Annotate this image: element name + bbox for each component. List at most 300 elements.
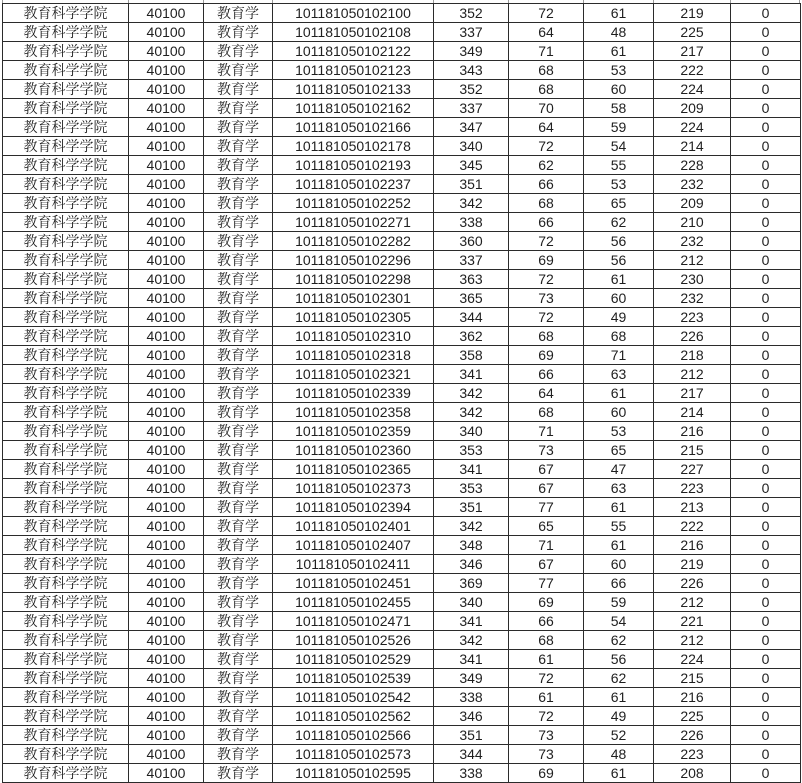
cell-candidate-id: 101181050102122	[273, 42, 434, 61]
cell-total-score: 358	[434, 346, 509, 365]
cell-score-3: 214	[654, 137, 731, 156]
cell-score-2: 61	[584, 498, 654, 517]
cell-major-code: 40100	[129, 80, 204, 99]
cell-major-code: 40100	[129, 479, 204, 498]
cell-college: 教育科学学院	[3, 555, 129, 574]
cell-college: 教育科学学院	[3, 365, 129, 384]
cell-total-score: 363	[434, 270, 509, 289]
cell-college: 教育科学学院	[3, 593, 129, 612]
cell-major-code: 40100	[129, 308, 204, 327]
cell-total-score: 337	[434, 99, 509, 118]
cell-score-1: 68	[509, 194, 584, 213]
cell-score-3: 222	[654, 517, 731, 536]
cell-score-1: 61	[509, 650, 584, 669]
table-row	[3, 61, 801, 80]
cell-major-code: 40100	[129, 764, 204, 783]
cell-score-2: 54	[584, 612, 654, 631]
cell-major-code: 40100	[129, 574, 204, 593]
cell-score-3: 224	[654, 118, 731, 137]
cell-major-code: 40100	[129, 517, 204, 536]
cell-major-name: 教育学	[204, 23, 273, 42]
cell-candidate-id: 101181050102310	[273, 327, 434, 346]
cell-total-score: 342	[434, 631, 509, 650]
cell-total-score: 369	[434, 574, 509, 593]
cell-major-code: 40100	[129, 460, 204, 479]
cell-score-3: 209	[654, 99, 731, 118]
score-table	[2, 3, 801, 783]
cell-major-name: 教育学	[204, 593, 273, 612]
table-row	[3, 745, 801, 764]
cell-bonus: 0	[731, 99, 801, 118]
cell-score-2: 49	[584, 707, 654, 726]
cell-score-1: 72	[509, 308, 584, 327]
cell-major-name: 教育学	[204, 365, 273, 384]
cell-total-score: 353	[434, 479, 509, 498]
cell-total-score: 342	[434, 384, 509, 403]
cell-score-2: 53	[584, 61, 654, 80]
cell-major-code: 40100	[129, 441, 204, 460]
cell-college: 教育科学学院	[3, 764, 129, 783]
table-row	[3, 175, 801, 194]
cell-college: 教育科学学院	[3, 688, 129, 707]
cell-total-score: 362	[434, 327, 509, 346]
cell-score-2: 54	[584, 137, 654, 156]
cell-score-2: 66	[584, 574, 654, 593]
cell-total-score: 340	[434, 137, 509, 156]
cell-bonus: 0	[731, 422, 801, 441]
cell-score-1: 67	[509, 479, 584, 498]
table-row	[3, 213, 801, 232]
cell-candidate-id: 101181050102562	[273, 707, 434, 726]
cell-bonus: 0	[731, 118, 801, 137]
cell-total-score: 340	[434, 593, 509, 612]
cell-bonus: 0	[731, 688, 801, 707]
table-row	[3, 669, 801, 688]
cell-score-2: 71	[584, 346, 654, 365]
cell-score-1: 73	[509, 726, 584, 745]
cell-major-name: 教育学	[204, 764, 273, 783]
cell-candidate-id: 101181050102108	[273, 23, 434, 42]
cell-bonus: 0	[731, 61, 801, 80]
table-row	[3, 631, 801, 650]
cell-bonus: 0	[731, 194, 801, 213]
cell-score-3: 212	[654, 365, 731, 384]
cell-score-2: 56	[584, 251, 654, 270]
cell-score-3: 223	[654, 479, 731, 498]
cell-score-3: 221	[654, 612, 731, 631]
table-row	[3, 688, 801, 707]
table-row	[3, 707, 801, 726]
cell-score-1: 73	[509, 441, 584, 460]
table-row	[3, 422, 801, 441]
cell-total-score: 338	[434, 688, 509, 707]
cell-total-score: 344	[434, 745, 509, 764]
grid-line-stub	[272, 0, 273, 3]
cell-score-3: 216	[654, 422, 731, 441]
cell-candidate-id: 101181050102411	[273, 555, 434, 574]
cell-candidate-id: 101181050102373	[273, 479, 434, 498]
cell-score-2: 55	[584, 517, 654, 536]
cell-candidate-id: 101181050102133	[273, 80, 434, 99]
cell-major-code: 40100	[129, 61, 204, 80]
cell-score-3: 212	[654, 251, 731, 270]
cell-major-code: 40100	[129, 669, 204, 688]
cell-score-1: 66	[509, 175, 584, 194]
table-row	[3, 23, 801, 42]
table-row	[3, 156, 801, 175]
cell-major-code: 40100	[129, 593, 204, 612]
table-row	[3, 118, 801, 137]
cell-major-name: 教育学	[204, 403, 273, 422]
cell-total-score: 346	[434, 555, 509, 574]
cell-candidate-id: 101181050102471	[273, 612, 434, 631]
cell-score-2: 53	[584, 422, 654, 441]
cell-major-name: 教育学	[204, 517, 273, 536]
cell-college: 教育科学学院	[3, 42, 129, 61]
cell-score-2: 48	[584, 23, 654, 42]
cell-candidate-id: 101181050102166	[273, 118, 434, 137]
grid-line-stub	[653, 0, 654, 3]
cell-total-score: 337	[434, 23, 509, 42]
cell-total-score: 352	[434, 80, 509, 99]
table-row	[3, 365, 801, 384]
cell-total-score: 341	[434, 650, 509, 669]
cell-score-1: 68	[509, 631, 584, 650]
cell-college: 教育科学学院	[3, 23, 129, 42]
cell-candidate-id: 101181050102162	[273, 99, 434, 118]
cell-bonus: 0	[731, 384, 801, 403]
cell-college: 教育科学学院	[3, 327, 129, 346]
cell-score-2: 61	[584, 764, 654, 783]
table-row	[3, 327, 801, 346]
cell-college: 教育科学学院	[3, 308, 129, 327]
grid-line-stub	[799, 0, 800, 3]
cell-bonus: 0	[731, 23, 801, 42]
cell-major-name: 教育学	[204, 745, 273, 764]
cell-bonus: 0	[731, 251, 801, 270]
cell-bonus: 0	[731, 498, 801, 517]
cell-major-name: 教育学	[204, 707, 273, 726]
cell-score-3: 226	[654, 327, 731, 346]
score-table-body	[3, 4, 801, 783]
cell-bonus: 0	[731, 232, 801, 251]
cell-major-code: 40100	[129, 555, 204, 574]
cell-college: 教育科学学院	[3, 289, 129, 308]
cell-bonus: 0	[731, 403, 801, 422]
cell-major-code: 40100	[129, 707, 204, 726]
cell-college: 教育科学学院	[3, 479, 129, 498]
cell-score-2: 60	[584, 403, 654, 422]
cell-bonus: 0	[731, 479, 801, 498]
table-row	[3, 289, 801, 308]
cell-score-1: 77	[509, 574, 584, 593]
cell-score-3: 208	[654, 764, 731, 783]
cell-major-code: 40100	[129, 650, 204, 669]
cell-bonus: 0	[731, 42, 801, 61]
cell-major-code: 40100	[129, 384, 204, 403]
table-row	[3, 517, 801, 536]
cell-score-1: 73	[509, 289, 584, 308]
cell-candidate-id: 101181050102573	[273, 745, 434, 764]
cell-total-score: 346	[434, 707, 509, 726]
cell-score-2: 63	[584, 365, 654, 384]
cell-score-1: 65	[509, 517, 584, 536]
cell-score-3: 224	[654, 650, 731, 669]
cell-college: 教育科学学院	[3, 270, 129, 289]
cell-score-3: 226	[654, 726, 731, 745]
cell-score-1: 68	[509, 61, 584, 80]
cell-score-2: 63	[584, 479, 654, 498]
cell-candidate-id: 101181050102252	[273, 194, 434, 213]
cell-score-1: 66	[509, 365, 584, 384]
cell-candidate-id: 101181050102282	[273, 232, 434, 251]
cell-college: 教育科学学院	[3, 726, 129, 745]
cell-college: 教育科学学院	[3, 384, 129, 403]
cell-candidate-id: 101181050102358	[273, 403, 434, 422]
cell-total-score: 349	[434, 669, 509, 688]
cell-major-code: 40100	[129, 365, 204, 384]
cell-score-1: 72	[509, 4, 584, 23]
cell-score-2: 61	[584, 4, 654, 23]
cell-major-name: 教育学	[204, 137, 273, 156]
cell-major-name: 教育学	[204, 175, 273, 194]
cell-bonus: 0	[731, 213, 801, 232]
table-row	[3, 99, 801, 118]
table-row	[3, 80, 801, 99]
cell-score-1: 68	[509, 403, 584, 422]
cell-score-2: 52	[584, 726, 654, 745]
cell-bonus: 0	[731, 156, 801, 175]
table-row	[3, 346, 801, 365]
cell-bonus: 0	[731, 726, 801, 745]
cell-major-code: 40100	[129, 118, 204, 137]
cell-score-2: 56	[584, 650, 654, 669]
cell-major-name: 教育学	[204, 194, 273, 213]
grid-line-stub	[730, 0, 731, 3]
cell-candidate-id: 101181050102339	[273, 384, 434, 403]
cell-candidate-id: 101181050102178	[273, 137, 434, 156]
cell-major-name: 教育学	[204, 574, 273, 593]
cell-college: 教育科学学院	[3, 156, 129, 175]
table-row	[3, 42, 801, 61]
cell-bonus: 0	[731, 650, 801, 669]
cell-major-code: 40100	[129, 232, 204, 251]
cell-score-1: 67	[509, 460, 584, 479]
table-row	[3, 4, 801, 23]
cell-total-score: 348	[434, 536, 509, 555]
cell-score-3: 209	[654, 194, 731, 213]
cell-score-3: 226	[654, 574, 731, 593]
cell-college: 教育科学学院	[3, 99, 129, 118]
cell-major-name: 教育学	[204, 498, 273, 517]
cell-major-name: 教育学	[204, 536, 273, 555]
table-row	[3, 460, 801, 479]
cell-total-score: 353	[434, 441, 509, 460]
cell-candidate-id: 101181050102237	[273, 175, 434, 194]
cell-candidate-id: 101181050102529	[273, 650, 434, 669]
cell-college: 教育科学学院	[3, 175, 129, 194]
cell-total-score: 349	[434, 42, 509, 61]
cell-candidate-id: 101181050102595	[273, 764, 434, 783]
cell-score-3: 228	[654, 156, 731, 175]
cell-score-1: 62	[509, 156, 584, 175]
cell-major-code: 40100	[129, 99, 204, 118]
cell-score-1: 72	[509, 270, 584, 289]
cell-bonus: 0	[731, 137, 801, 156]
cell-score-3: 218	[654, 346, 731, 365]
cell-college: 教育科学学院	[3, 422, 129, 441]
cell-score-1: 73	[509, 745, 584, 764]
cell-candidate-id: 101181050102401	[273, 517, 434, 536]
cell-college: 教育科学学院	[3, 707, 129, 726]
cell-major-name: 教育学	[204, 308, 273, 327]
cell-score-1: 69	[509, 346, 584, 365]
cell-score-3: 214	[654, 403, 731, 422]
cell-score-2: 60	[584, 80, 654, 99]
grid-line-stub	[2, 0, 3, 3]
cell-candidate-id: 101181050102360	[273, 441, 434, 460]
cell-college: 教育科学学院	[3, 650, 129, 669]
cell-major-name: 教育学	[204, 346, 273, 365]
cell-bonus: 0	[731, 593, 801, 612]
cell-college: 教育科学学院	[3, 631, 129, 650]
cell-major-code: 40100	[129, 536, 204, 555]
cell-major-name: 教育学	[204, 460, 273, 479]
table-row	[3, 137, 801, 156]
cell-college: 教育科学学院	[3, 669, 129, 688]
cell-score-3: 216	[654, 688, 731, 707]
cell-major-code: 40100	[129, 4, 204, 23]
cell-score-1: 69	[509, 251, 584, 270]
cell-college: 教育科学学院	[3, 4, 129, 23]
table-row	[3, 764, 801, 783]
cell-major-code: 40100	[129, 612, 204, 631]
cell-major-name: 教育学	[204, 213, 273, 232]
cell-score-3: 215	[654, 669, 731, 688]
cell-score-2: 65	[584, 441, 654, 460]
cell-score-2: 65	[584, 194, 654, 213]
cell-score-3: 232	[654, 289, 731, 308]
cell-score-1: 70	[509, 99, 584, 118]
cell-score-3: 225	[654, 23, 731, 42]
cell-major-name: 教育学	[204, 669, 273, 688]
cell-major-code: 40100	[129, 631, 204, 650]
cell-score-1: 69	[509, 764, 584, 783]
cell-major-code: 40100	[129, 251, 204, 270]
cell-bonus: 0	[731, 289, 801, 308]
cell-candidate-id: 101181050102100	[273, 4, 434, 23]
cell-score-1: 64	[509, 23, 584, 42]
table-row	[3, 593, 801, 612]
cell-score-3: 224	[654, 80, 731, 99]
cell-candidate-id: 101181050102542	[273, 688, 434, 707]
cell-major-name: 教育学	[204, 726, 273, 745]
cell-score-1: 64	[509, 384, 584, 403]
cell-college: 教育科学学院	[3, 745, 129, 764]
table-row	[3, 308, 801, 327]
cell-candidate-id: 101181050102539	[273, 669, 434, 688]
cell-candidate-id: 101181050102407	[273, 536, 434, 555]
cell-college: 教育科学学院	[3, 232, 129, 251]
grid-line-stub	[508, 0, 509, 3]
grid-line-stub	[128, 0, 129, 3]
cell-score-1: 72	[509, 137, 584, 156]
cell-bonus: 0	[731, 517, 801, 536]
cell-total-score: 365	[434, 289, 509, 308]
cell-major-name: 教育学	[204, 4, 273, 23]
cell-candidate-id: 101181050102305	[273, 308, 434, 327]
cell-score-2: 61	[584, 688, 654, 707]
cell-score-1: 77	[509, 498, 584, 517]
table-row	[3, 251, 801, 270]
table-row	[3, 479, 801, 498]
cell-score-2: 61	[584, 270, 654, 289]
cell-major-code: 40100	[129, 175, 204, 194]
cell-total-score: 338	[434, 213, 509, 232]
cell-major-name: 教育学	[204, 80, 273, 99]
table-row	[3, 232, 801, 251]
cell-major-name: 教育学	[204, 99, 273, 118]
table-row	[3, 536, 801, 555]
cell-bonus: 0	[731, 574, 801, 593]
cell-major-code: 40100	[129, 422, 204, 441]
cell-score-3: 217	[654, 384, 731, 403]
cell-score-2: 60	[584, 555, 654, 574]
cell-college: 教育科学学院	[3, 194, 129, 213]
cell-bonus: 0	[731, 441, 801, 460]
cell-major-code: 40100	[129, 745, 204, 764]
cell-candidate-id: 101181050102455	[273, 593, 434, 612]
cell-score-3: 219	[654, 555, 731, 574]
cell-major-name: 教育学	[204, 612, 273, 631]
cell-score-1: 71	[509, 422, 584, 441]
cell-major-name: 教育学	[204, 61, 273, 80]
cell-college: 教育科学学院	[3, 118, 129, 137]
cell-score-3: 227	[654, 460, 731, 479]
cell-score-3: 212	[654, 631, 731, 650]
cell-score-2: 60	[584, 289, 654, 308]
cell-score-3: 222	[654, 61, 731, 80]
cell-total-score: 341	[434, 612, 509, 631]
grid-line-stub	[203, 0, 204, 3]
cell-major-name: 教育学	[204, 289, 273, 308]
cell-total-score: 344	[434, 308, 509, 327]
cell-bonus: 0	[731, 555, 801, 574]
cell-score-2: 62	[584, 669, 654, 688]
cell-score-2: 62	[584, 631, 654, 650]
cell-score-2: 59	[584, 118, 654, 137]
cell-candidate-id: 101181050102298	[273, 270, 434, 289]
cell-score-1: 64	[509, 118, 584, 137]
cell-bonus: 0	[731, 764, 801, 783]
cell-score-1: 68	[509, 327, 584, 346]
cell-score-1: 72	[509, 669, 584, 688]
cell-score-2: 49	[584, 308, 654, 327]
cell-major-name: 教育学	[204, 688, 273, 707]
cell-bonus: 0	[731, 327, 801, 346]
cell-candidate-id: 101181050102394	[273, 498, 434, 517]
cell-major-name: 教育学	[204, 441, 273, 460]
table-row	[3, 194, 801, 213]
cell-major-code: 40100	[129, 346, 204, 365]
cell-major-name: 教育学	[204, 422, 273, 441]
cell-candidate-id: 101181050102359	[273, 422, 434, 441]
cell-total-score: 342	[434, 194, 509, 213]
cell-score-1: 66	[509, 612, 584, 631]
cell-major-code: 40100	[129, 194, 204, 213]
cell-score-2: 58	[584, 99, 654, 118]
cell-major-code: 40100	[129, 289, 204, 308]
